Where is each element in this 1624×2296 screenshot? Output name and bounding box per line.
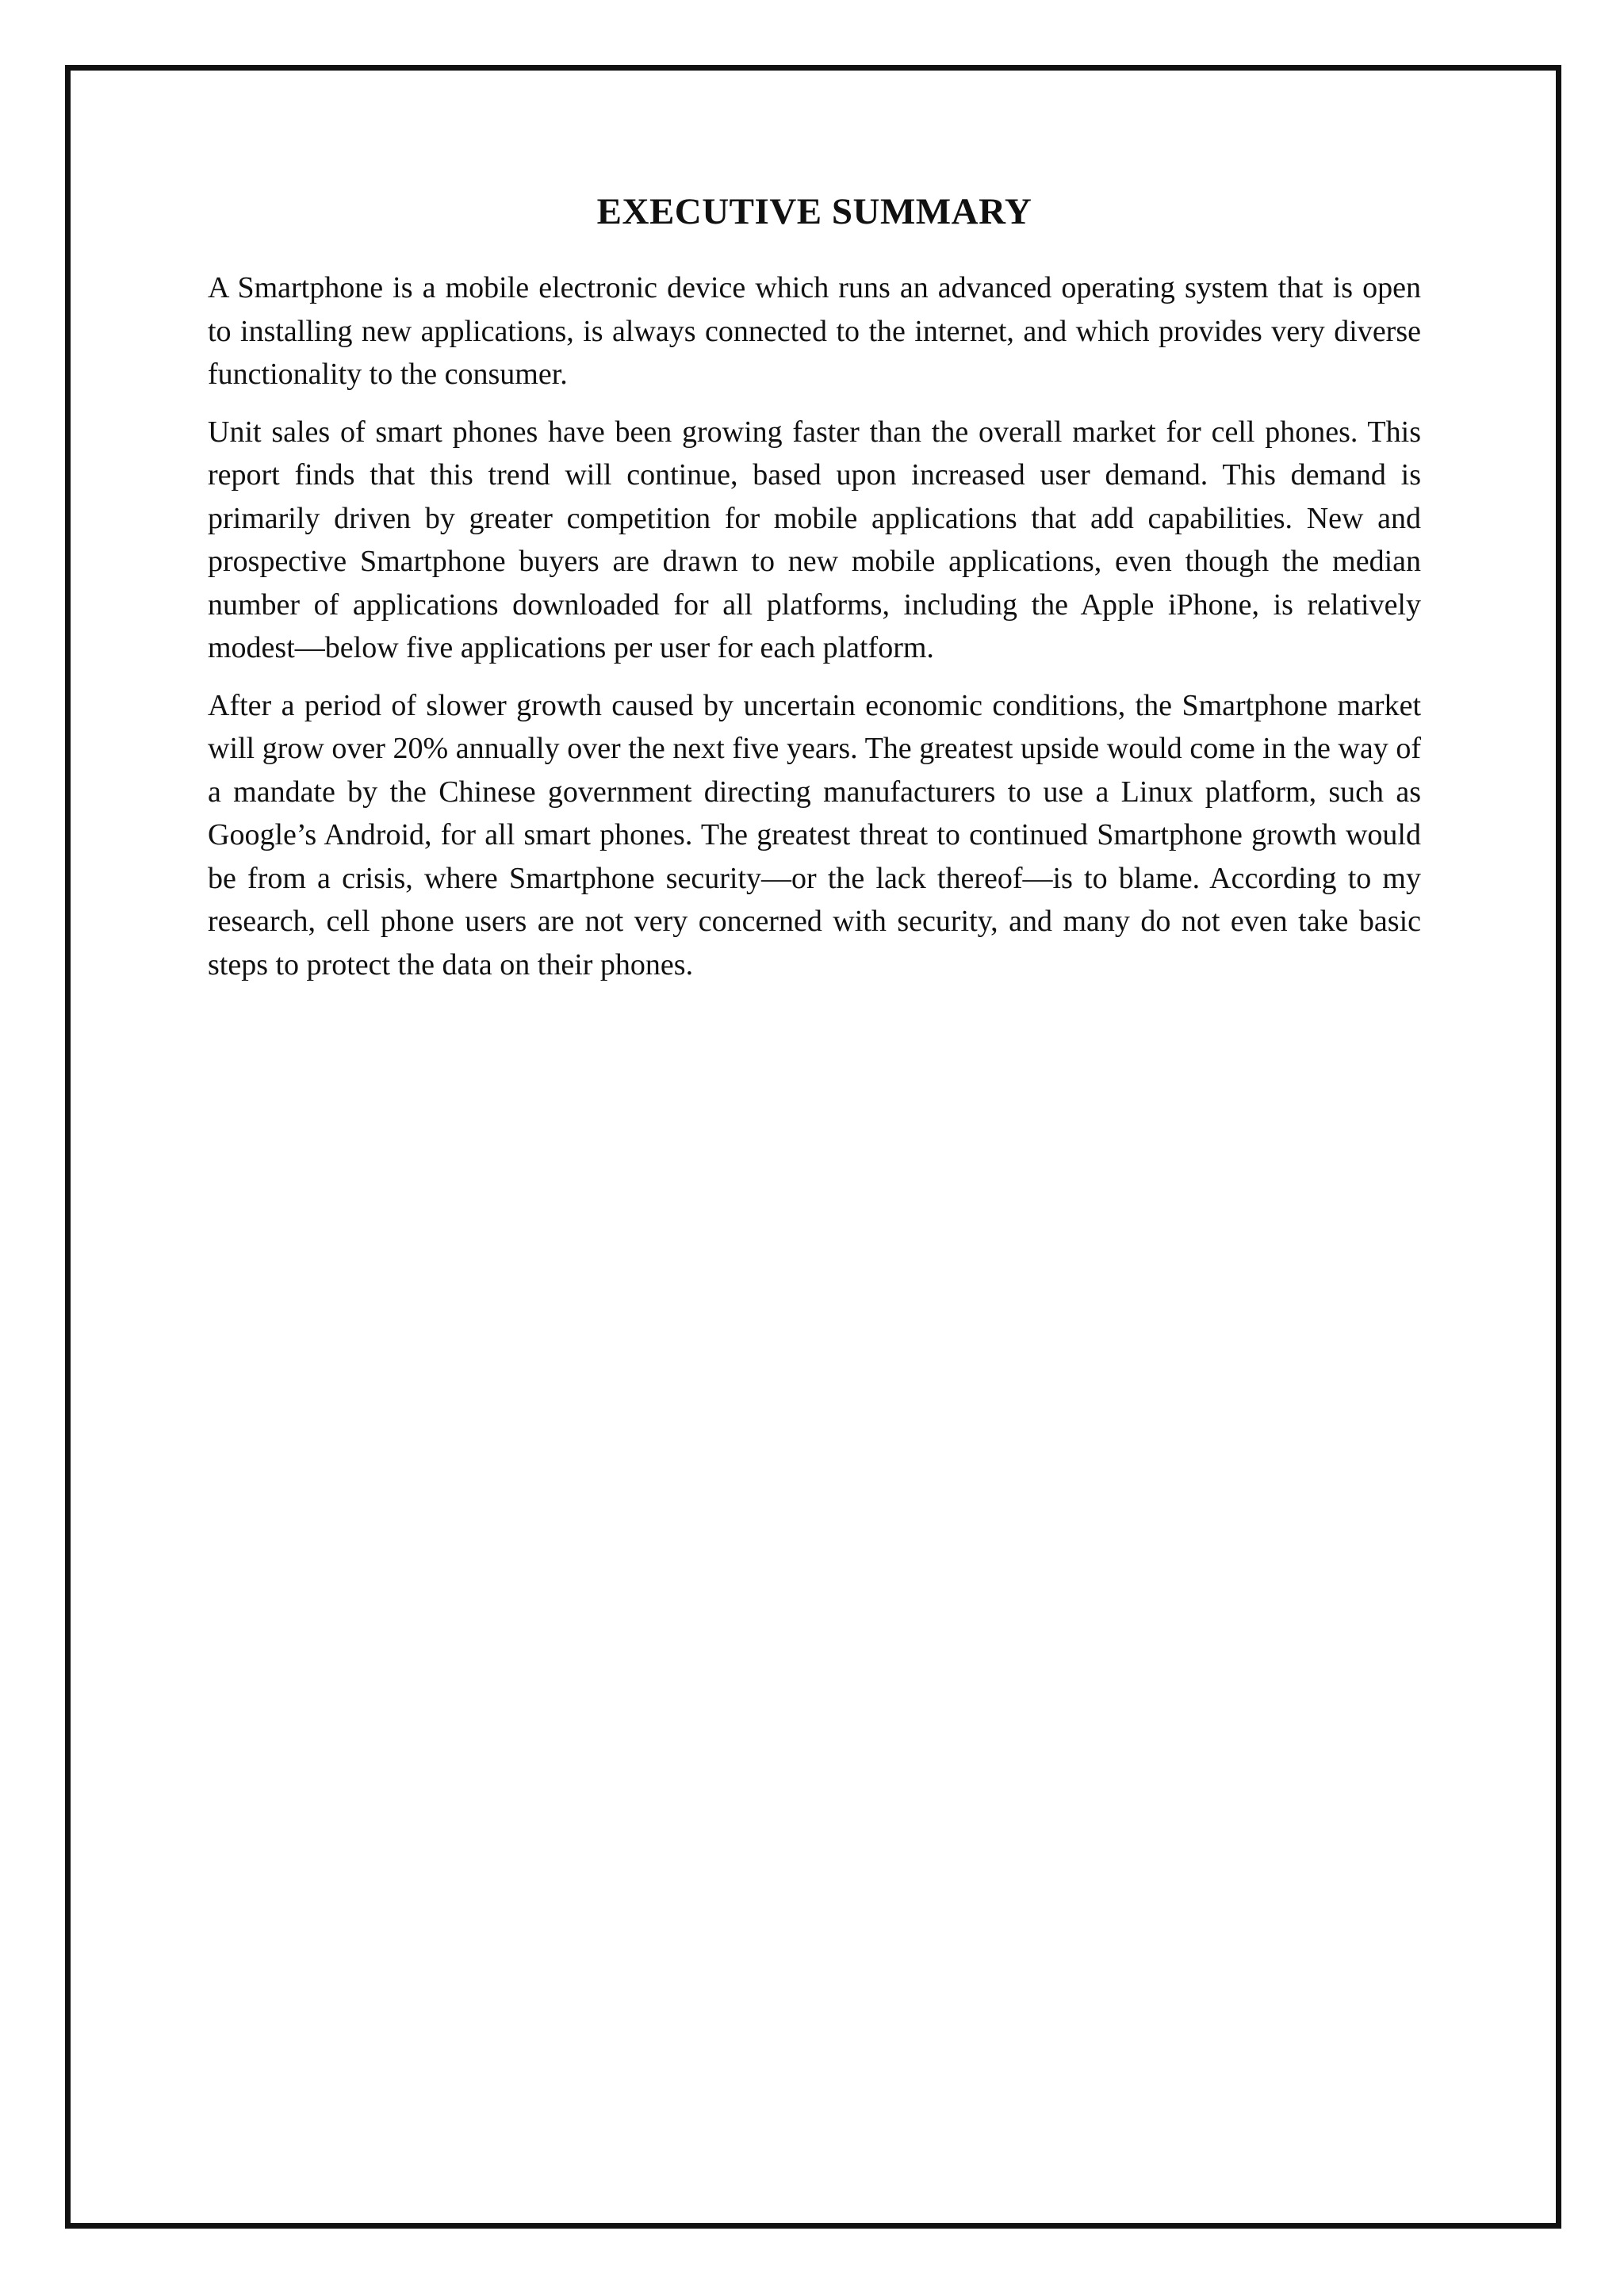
paragraph-market-outlook: After a period of slower growth caused by uncertain economic conditions, the Smartphone market will grow over 20% annually over the next five years. The greatest upside would come in the way of a mandate by the Chinese government directing manufacturers to use a Linux platform, such as Google’s Android, for all smart phones. The greatest threat to continued Smartphone growth would be from a crisis, where Smartphone security—or the lack thereof—is to blame. According to my research, cell phone users are not very concerned with security, and many do not even take basic steps to protect the data on their phones.: [208, 688, 1421, 982]
document-body: [208, 190, 1421, 1001]
paragraph-sales-trend: Unit sales of smart phones have been growing faster than the overall market for cell phones. This report finds that this trend will continue, based upon increased user demand. This demand is primarily driven by greater competition for mobile applications that add capabilities. New and prospective Smartphone buyers are drawn to new mobile applications, even though the median number of applications downloaded for all platforms, including the Apple iPhone, is relatively modest—below five applications per user for each platform.: [208, 415, 1421, 664]
paragraph-definition: A Smartphone is a mobile electronic device which runs an advanced operating system that is open to installing new applications, is always connected to the internet, and which provides very diverse functionality to the consumer.: [208, 271, 1421, 391]
page-title: EXECUTIVE SUMMARY: [596, 191, 1032, 232]
